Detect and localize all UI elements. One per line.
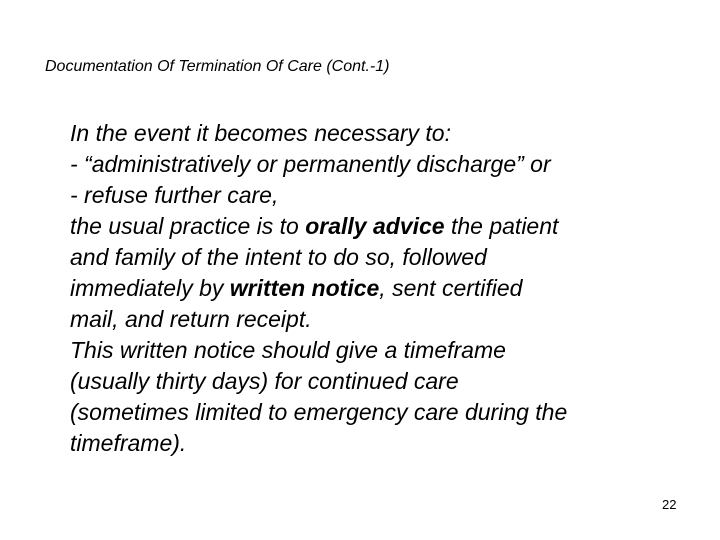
body-line-11: timeframe).	[70, 430, 187, 456]
body-line-2: - “administratively or permanently discharge” or	[70, 151, 551, 177]
body-line-1: In the event it becomes necessary to:	[70, 120, 451, 146]
body-line-5: and family of the intent to do so, followed	[70, 244, 487, 270]
slide-title: Documentation Of Termination Of Care (Cont.-1)	[45, 58, 390, 75]
body-line-6-end: , sent certified	[379, 275, 523, 301]
body-line-10: (sometimes limited to emergency care during the	[70, 399, 568, 425]
body-line-8: This written notice should give a timeframe	[70, 337, 506, 363]
body-line-9: (usually thirty days) for continued care	[70, 368, 459, 394]
body-line-6-start: immediately by	[70, 275, 230, 301]
body-line-4-start: the usual practice is to	[70, 213, 306, 239]
slide-body	[70, 118, 710, 459]
body-line-4-end: the patient	[444, 213, 559, 239]
emphasis-written-notice: written notice	[229, 275, 380, 301]
body-line-6	[70, 273, 710, 304]
body-line-4	[70, 211, 710, 242]
slide-number: 22	[662, 497, 677, 512]
emphasis-orally-advice: orally advice	[305, 213, 445, 239]
body-line-7: mail, and return receipt.	[70, 306, 312, 332]
body-line-3: - refuse further care,	[70, 182, 279, 208]
